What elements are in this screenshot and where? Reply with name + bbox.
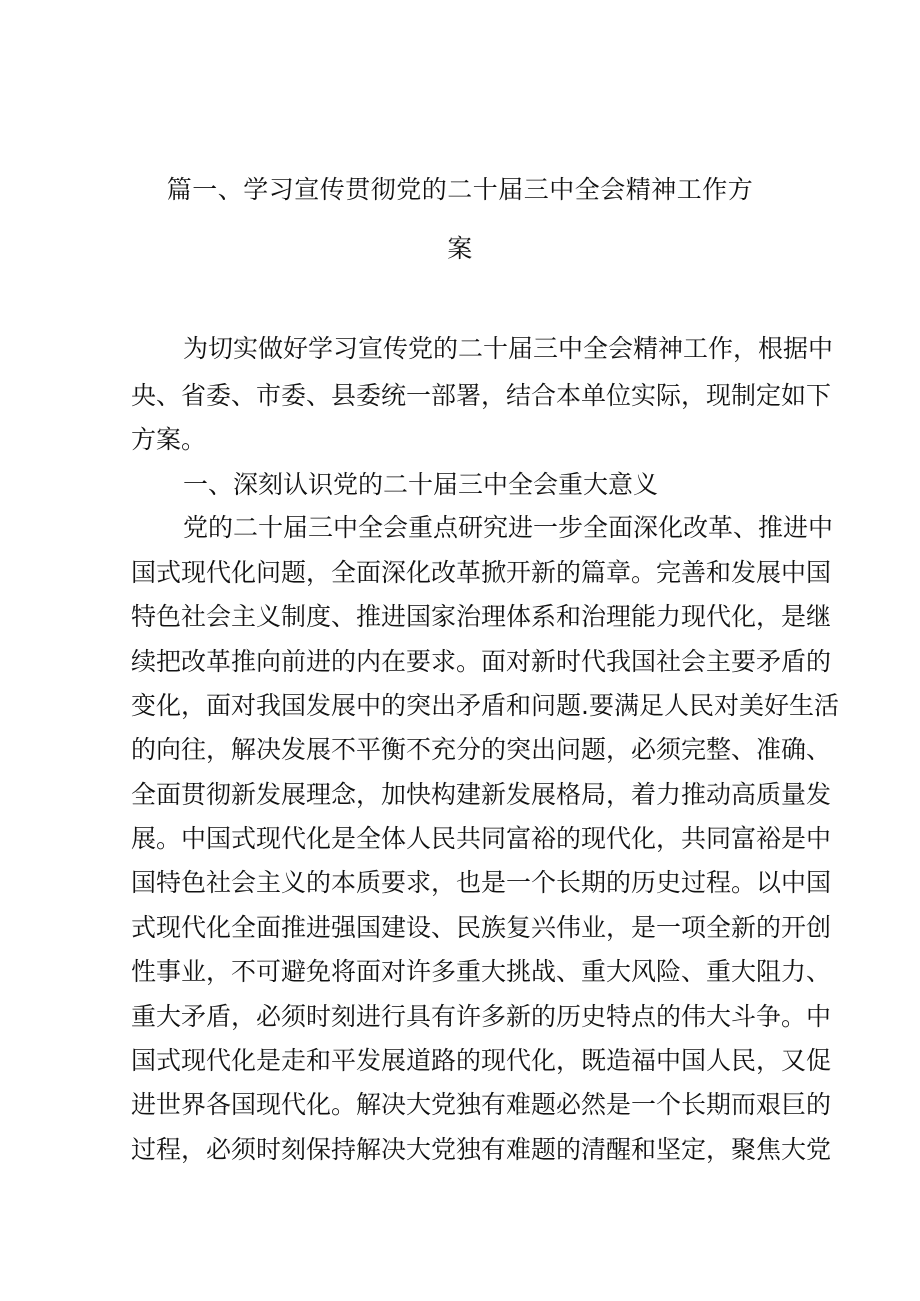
paragraph-2-line-11: 性事业，不可避免将面对许多重大挑战、重大风险、重大阻力、 xyxy=(131,957,832,986)
paragraph-1-line-2: 央、省委、市委、县委统一部署，结合本单位实际，现制定如下 xyxy=(131,381,832,410)
paragraph-1-line-1: 为切实做好学习宣传党的二十届三中全会精神工作，根据中 xyxy=(183,334,834,363)
document-title-line-2: 案 xyxy=(447,234,473,263)
paragraph-2-line-10: 式现代化全面推进强国建设、民族复兴伟业，是一项全新的开创 xyxy=(131,913,832,942)
paragraph-2-line-8: 展。中国式现代化是全体人民共同富裕的现代化，共同富裕是中 xyxy=(131,824,832,853)
paragraph-2-line-3: 特色社会主义制度、推进国家治理体系和治理能力现代化，是继 xyxy=(131,602,832,631)
paragraph-1-line-3: 方案。 xyxy=(131,425,207,454)
paragraph-2-line-9: 国特色社会主义的本质要求，也是一个长期的历史过程。以中国 xyxy=(131,868,832,897)
paragraph-2-line-6: 的向往，解决发展不平衡不充分的突出问题，必须完整、准确、 xyxy=(131,735,832,764)
paragraph-2-line-2: 国式现代化问题，全面深化改革掀开新的篇章。完善和发展中国 xyxy=(131,558,832,587)
section-heading-1: 一、深刻认识党的二十届三中全会重大意义 xyxy=(183,470,659,499)
paragraph-2-line-14: 进世界各国现代化。解决大党独有难题必然是一个长期而艰巨的 xyxy=(131,1090,832,1119)
paragraph-2-line-15: 过程，必须时刻保持解决大党独有难题的清醒和坚定，聚焦大党 xyxy=(131,1135,832,1164)
paragraph-2-line-13: 国式现代化是走和平发展道路的现代化，既造福中国人民，又促 xyxy=(131,1046,832,1075)
paragraph-2-line-1: 党的二十届三中全会重点研究进一步全面深化改革、推进中 xyxy=(183,513,834,542)
paragraph-2-line-7: 全面贯彻新发展理念，加快构建新发展格局，着力推动高质量发 xyxy=(131,780,832,809)
document-title-line-1: 篇一、学习宣传贯彻党的二十届三中全会精神工作方 xyxy=(166,175,754,204)
paragraph-2-line-4: 续把改革推向前进的内在要求。面对新时代我国社会主要矛盾的 xyxy=(131,647,832,676)
paragraph-2-line-12: 重大矛盾，必须时刻进行具有许多新的历史特点的伟大斗争。中 xyxy=(131,1002,832,1031)
paragraph-2-line-5: 变化，面对我国发展中的突出矛盾和问题.要满足人民对美好生活 xyxy=(131,691,839,720)
